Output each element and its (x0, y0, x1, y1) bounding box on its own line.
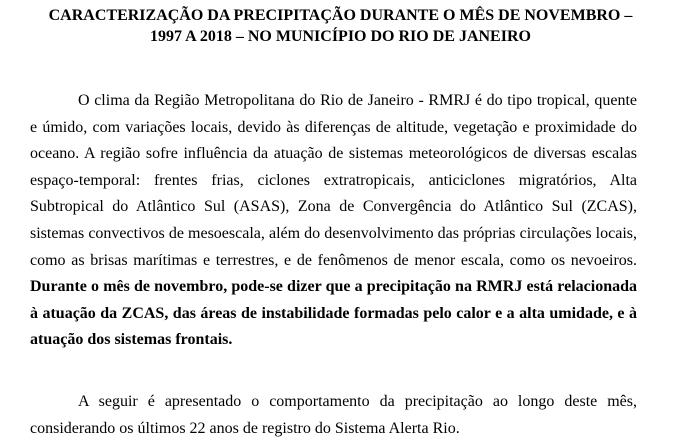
document-title-line-1: CARACTERIZAÇÃO DA PRECIPITAÇÃO DURANTE O MÊS DE NOVEMBRO – (48, 7, 633, 24)
document-title-line-2: 1997 A 2018 – NO MUNICÍPIO DO RIO DE JANEIRO (150, 28, 531, 45)
paragraph-climate-text: O clima da Região Metropolitana do Rio de Janeiro - RMRJ é do tipo tropical, quente e úmido, com variações locais, devido às diferenças de altitude, vegetação e proximidade do oceano. A região sofre influência da atuação de sistemas meteorológicos de diversas escalas espaço-temporal: frentes frias, ciclones extratropicais, anticiclones migratórios, Alta Subtropical do Atlântico Sul (ASAS), Zona de Convergência do Atlântico Sul (ZCAS), sistemas convectivos de mesoescala, além do desenvolvimento das próprias circulações locais, como as brisas marítimas e terrestres, e de fenômenos de menor escala, como os nevoeiros. (30, 92, 637, 269)
paragraph-climate-bold-text: Durante o mês de novembro, pode-se dizer que a precipitação na RMRJ está relacionada à atuação da ZCAS, das áreas de instabilidade formadas pelo calor e a alta umidade, e à atuação dos sistemas frontais. (30, 278, 637, 349)
paragraph-intro-next: A seguir é apresentado o comportamento da precipitação ao longo deste mês, considerando os últimos 22 anos de registro do Sistema Alerta Rio. (30, 393, 637, 437)
paragraph-climate (30, 88, 637, 354)
